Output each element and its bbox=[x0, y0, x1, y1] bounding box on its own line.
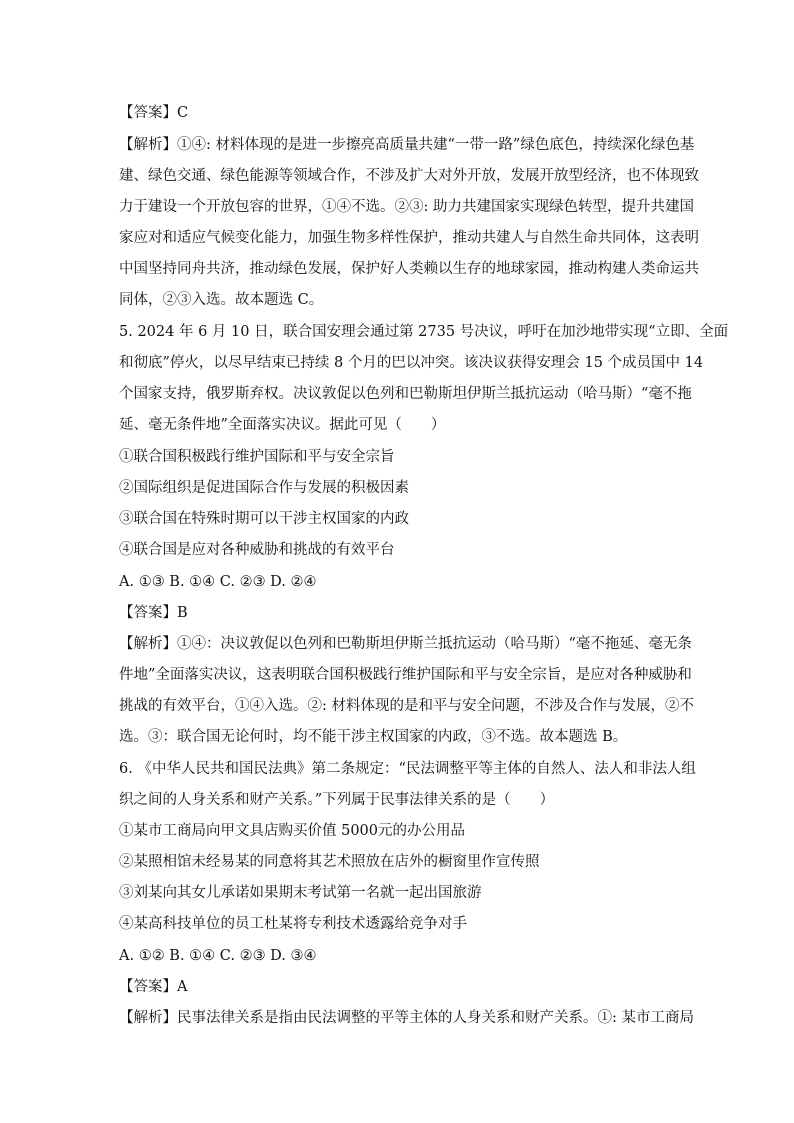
q6-option-3: ③刘某向其女儿承诺如果期末考试第一名就一起出国旅游 bbox=[119, 885, 482, 901]
analysis-q4-line-4: 家应对和适应气候变化能力，加强生物多样性保护，推动共建人与自然生命共同体，这表明 bbox=[119, 230, 699, 246]
q5-option-4: ④联合国是应对各种威胁和挑战的有效平台 bbox=[119, 542, 395, 558]
answer-line-q5: 【答案】B bbox=[119, 605, 188, 621]
q5-option-1: ①联合国积极践行维护国际和平与安全宗旨 bbox=[119, 449, 395, 465]
analysis-q5-line-2: 件地”全面落实决议，这表明联合国积极践行维护国际和平与安全宗旨，是应对各种威胁和 bbox=[119, 667, 692, 683]
question-6-line-2: 织之间的人身关系和财产关系。”下列属于民事法律关系的是（ ） bbox=[119, 792, 555, 808]
question-5-line-1: 5. 2024 年 6 月 10 日，联合国安理会通过第 2735 号决议，呼吁在加沙地带实现“立即、全面 bbox=[119, 324, 729, 340]
q6-option-4: ④某高科技单位的员工杜某将专利技术透露给竞争对手 bbox=[119, 916, 467, 932]
question-5-line-4: 延、毫无条件地”全面落实决议。据此可见（ ） bbox=[119, 417, 446, 433]
analysis-q4-line-1: 【解析】①④: 材料体现的是进一步擦亮高质量共建“一带一路”绿色底色，持续深化绿色基 bbox=[119, 137, 695, 153]
q6-option-1: ①某市工商局向甲文具店购买价值 5000元的办公用品 bbox=[119, 823, 466, 839]
answer-line-q4: 【答案】C bbox=[119, 105, 189, 121]
analysis-q4-line-3: 力于建设一个开放包容的世界，①④不选。②③: 助力共建国家实现绿色转型，提升共建国 bbox=[119, 199, 694, 215]
q5-option-3: ③联合国在特殊时期可以干涉主权国家的内政 bbox=[119, 511, 409, 527]
question-6-line-1: 6. 《中华人民共和国民法典》第二条规定：“民法调整平等主体的自然人、法人和非法人组 bbox=[119, 761, 696, 777]
q6-option-2: ②某照相馆未经易某的同意将其艺术照放在店外的橱窗里作宣传照 bbox=[119, 854, 540, 870]
analysis-q4-line-6: 同体，②③入选。故本题选 C。 bbox=[119, 292, 324, 308]
analysis-q5-line-1: 【解析】①④：决议敦促以色列和巴勒斯坦伊斯兰抵抗运动（哈马斯）“毫不拖延、毫无条 bbox=[119, 636, 692, 652]
analysis-q4-line-5: 中国坚持同舟共济，推动绿色发展，保护好人类赖以生存的地球家园，推动构建人类命运共 bbox=[119, 261, 699, 277]
analysis-q6-line-1: 【解析】民事法律关系是指由民法调整的平等主体的人身关系和财产关系。①: 某市工商局 bbox=[119, 1010, 694, 1026]
analysis-q4-line-2: 建、绿色交通、绿色能源等领域合作，不涉及扩大对外开放，发展开放型经济，也不体现致 bbox=[119, 168, 699, 184]
q5-choices: A. ①③ B. ①④ C. ②③ D. ②④ bbox=[119, 574, 317, 590]
q5-option-2: ②国际组织是促进国际合作与发展的积极因素 bbox=[119, 480, 409, 496]
q6-choices: A. ①② B. ①④ C. ②③ D. ③④ bbox=[119, 948, 317, 964]
answer-line-q6: 【答案】A bbox=[119, 979, 188, 995]
question-5-line-3: 个国家支持，俄罗斯弃权。决议敦促以色列和巴勒斯坦伊斯兰抵抗运动（哈马斯）“毫不拖 bbox=[119, 386, 692, 402]
question-5-line-2: 和彻底”停火，以尽早结束已持续 8 个月的巴以冲突。该决议获得安理会 15 个成员国中 14 bbox=[119, 355, 704, 371]
analysis-q5-line-3: 挑战的有效平台，①④入选。②: 材料体现的是和平与安全问题，不涉及合作与发展，②不 bbox=[119, 698, 694, 714]
analysis-q5-line-4: 选。③：联合国无论何时，均不能干涉主权国家的内政，③不选。故本题选 B。 bbox=[119, 729, 628, 745]
